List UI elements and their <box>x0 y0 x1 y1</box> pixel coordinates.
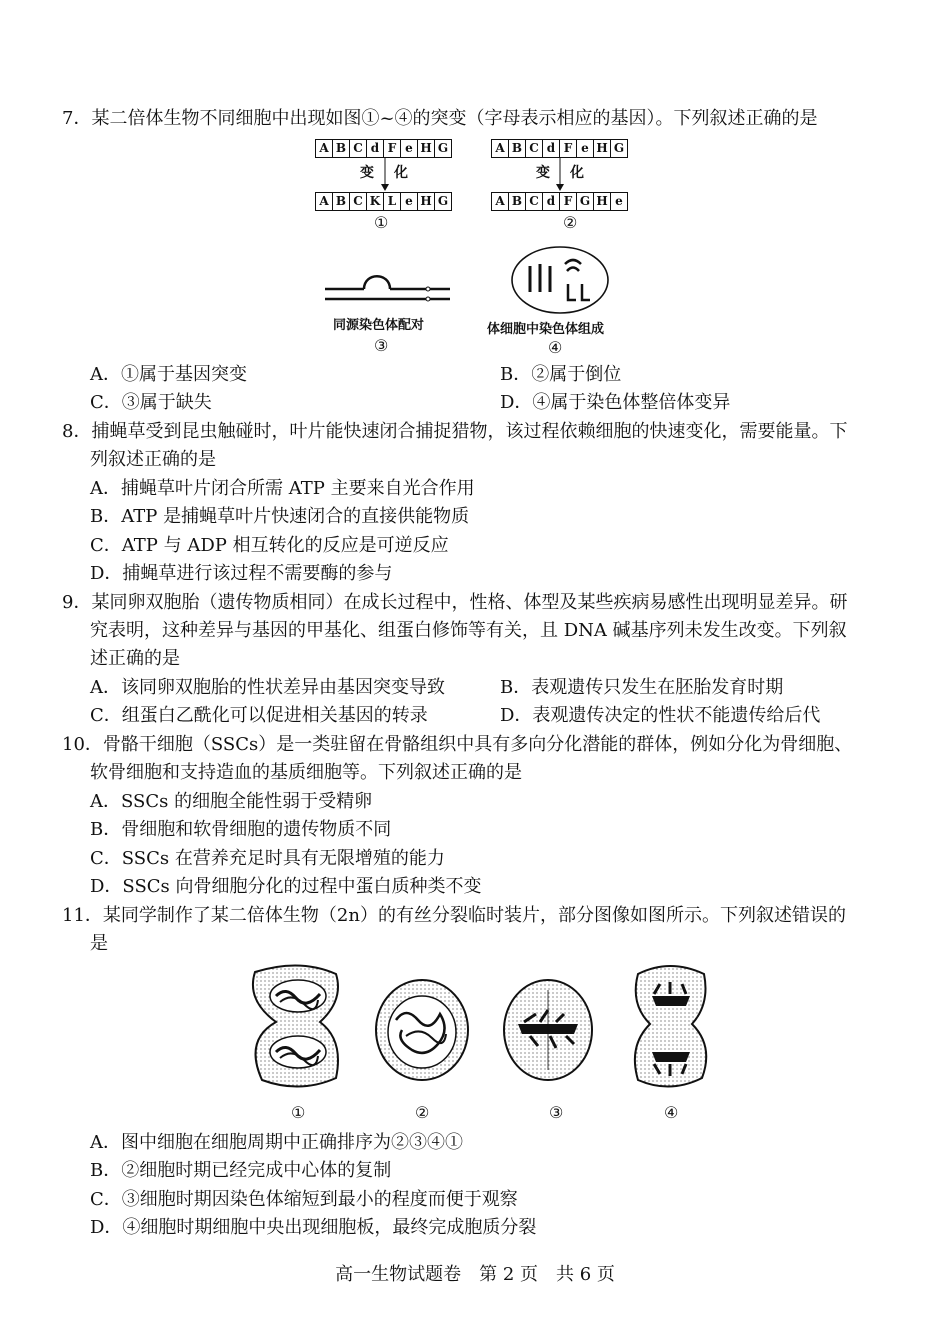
fig2-before-gene-A: A <box>491 139 509 158</box>
q11-stem-line1: 11．某同学制作了某二倍体生物（2n）的有丝分裂临时装片，部分图像如图所示。下列叙述错误的 <box>62 905 846 926</box>
fig4-cell-chromosome-diagram <box>508 244 612 318</box>
fig1-change-right: 化 <box>394 165 408 181</box>
q11-option-c[interactable]: C．③细胞时期因染色体缩短到最小的程度而便于观察 <box>90 1189 518 1210</box>
q10-option-c[interactable]: C．SSCs 在营养充足时具有无限增殖的能力 <box>90 848 445 869</box>
fig1-after-gene-L: L <box>383 192 401 211</box>
q9-option-d[interactable]: D．表观遗传决定的性状不能遗传给后代 <box>500 705 821 726</box>
fig1-before-gene-C: C <box>349 139 367 158</box>
fig2-before-gene-C: C <box>525 139 543 158</box>
q10-option-a[interactable]: A．SSCs 的细胞全能性弱于受精卵 <box>90 791 373 812</box>
q10-option-d[interactable]: D．SSCs 向骨细胞分化的过程中蛋白质种类不变 <box>90 876 482 897</box>
q9-stem-line1: 9．某同卵双胞胎（遗传物质相同）在成长过程中，性格、体型及某些疾病易感性出现明显差异。研 <box>62 592 848 613</box>
fig3-caption: 同源染色体配对 <box>333 318 425 333</box>
fig2-before-gene-d: d <box>542 139 560 158</box>
q11-cell-label-2: ② <box>415 1103 430 1122</box>
cell-3-metaphase <box>504 980 592 1080</box>
q7-stem: 7．某二倍体生物不同细胞中出现如图①~④的突变（字母表示相应的基因）。下列叙述正确的是 <box>62 108 818 129</box>
fig2-label: ② <box>563 213 578 232</box>
q11-cell-label-4: ④ <box>664 1103 679 1122</box>
fig2-after-gene-e: e <box>610 192 628 211</box>
fig2-after-gene-d: d <box>542 192 560 211</box>
q9-option-b[interactable]: B．表观遗传只发生在胚胎发育时期 <box>500 677 784 698</box>
q11-mitosis-cells-figure <box>240 960 720 1100</box>
fig2-change-right: 化 <box>570 165 584 181</box>
fig2-after-gene-C: C <box>525 192 543 211</box>
fig2-after-gene-G: G <box>576 192 594 211</box>
q8-option-b[interactable]: B．ATP 是捕蝇草叶片快速闭合的直接供能物质 <box>90 506 470 527</box>
fig1-change-left: 变 <box>360 165 374 181</box>
fig2-before-gene-F: F <box>559 139 577 158</box>
fig1-label: ① <box>374 213 389 232</box>
cell-2-prophase <box>376 980 468 1080</box>
fig1-after-gene-C: C <box>349 192 367 211</box>
q11-option-b[interactable]: B．②细胞时期已经完成中心体的复制 <box>90 1160 392 1181</box>
q9-option-a[interactable]: A．该同卵双胞胎的性状差异由基因突变导致 <box>90 677 445 698</box>
fig2-after-gene-F: F <box>559 192 577 211</box>
q9-option-c[interactable]: C．组蛋白乙酰化可以促进相关基因的转录 <box>90 705 428 726</box>
fig1-after-gene-B: B <box>332 192 350 211</box>
fig1-before-gene-G: G <box>434 139 452 158</box>
fig2-before-gene-e: e <box>576 139 594 158</box>
q8-option-a[interactable]: A．捕蝇草叶片闭合所需 ATP 主要来自光合作用 <box>90 478 475 499</box>
q11-stem-line2: 是 <box>90 933 108 954</box>
fig3-label: ③ <box>374 336 389 355</box>
fig1-before-gene-F: F <box>383 139 401 158</box>
fig2-after-gene-A: A <box>491 192 509 211</box>
q11-option-a[interactable]: A．图中细胞在细胞周期中正确排序为②③④① <box>90 1132 463 1153</box>
q8-option-d[interactable]: D．捕蝇草进行该过程不需要酶的参与 <box>90 563 393 584</box>
q11-option-d[interactable]: D．④细胞时期细胞中央出现细胞板，最终完成胞质分裂 <box>90 1217 537 1238</box>
fig4-caption: 体细胞中染色体组成 <box>487 322 605 337</box>
q7-option-d[interactable]: D．④属于染色体整倍体变异 <box>500 392 731 413</box>
cell-1-telophase <box>253 965 338 1086</box>
q8-stem-line1: 8．捕蝇草受到昆虫触碰时，叶片能快速闭合捕捉猎物，该过程依赖细胞的快速变化，需要能量。下 <box>62 421 848 442</box>
fig1-after-gene-G: G <box>434 192 452 211</box>
q8-stem-line2: 列叙述正确的是 <box>90 449 216 470</box>
fig1-after-gene-e: e <box>400 192 418 211</box>
fig2-before-gene-G: G <box>610 139 628 158</box>
fig2-change-left: 变 <box>536 165 550 181</box>
fig1-after-gene-H: H <box>417 192 435 211</box>
q10-stem-line2: 软骨细胞和支持造血的基质细胞等。下列叙述正确的是 <box>90 762 522 783</box>
q7-option-a[interactable]: A．①属于基因突变 <box>90 364 247 385</box>
fig1-before-gene-A: A <box>315 139 333 158</box>
q7-option-b[interactable]: B．②属于倒位 <box>500 364 622 385</box>
q11-cell-label-1: ① <box>291 1103 306 1122</box>
fig1-before-gene-d: d <box>366 139 384 158</box>
q8-option-c[interactable]: C．ATP 与 ADP 相互转化的反应是可逆反应 <box>90 535 449 556</box>
q10-option-b[interactable]: B．骨细胞和软骨细胞的遗传物质不同 <box>90 819 392 840</box>
q11-cell-label-3: ③ <box>549 1103 564 1122</box>
fig1-after-gene-K: K <box>366 192 384 211</box>
q9-stem-line2: 究表明，这种差异与基因的甲基化、组蛋白修饰等有关，且 DNA 碱基序列未发生改变。下列叙 <box>90 620 847 641</box>
fig3-homolog-pairing-diagram <box>320 262 460 312</box>
fig2-before-gene-H: H <box>593 139 611 158</box>
fig1-before-gene-e: e <box>400 139 418 158</box>
fig2-after-gene-H: H <box>593 192 611 211</box>
q10-stem-line1: 10．骨骼干细胞（SSCs）是一类驻留在骨骼组织中具有多向分化潜能的群体，例如分化为骨细胞、 <box>62 734 853 755</box>
fig1-after-gene-A: A <box>315 192 333 211</box>
q7-option-c[interactable]: C．③属于缺失 <box>90 392 212 413</box>
fig1-before-gene-H: H <box>417 139 435 158</box>
fig2-after-gene-B: B <box>508 192 526 211</box>
cell-4-anaphase <box>635 966 706 1087</box>
fig1-before-gene-B: B <box>332 139 350 158</box>
page-footer: 高一生物试题卷 第 2 页 共 6 页 <box>335 1264 615 1285</box>
q7-arrows <box>0 0 950 360</box>
fig4-label: ④ <box>548 338 563 357</box>
fig2-before-gene-B: B <box>508 139 526 158</box>
q9-stem-line3: 述正确的是 <box>90 648 180 669</box>
